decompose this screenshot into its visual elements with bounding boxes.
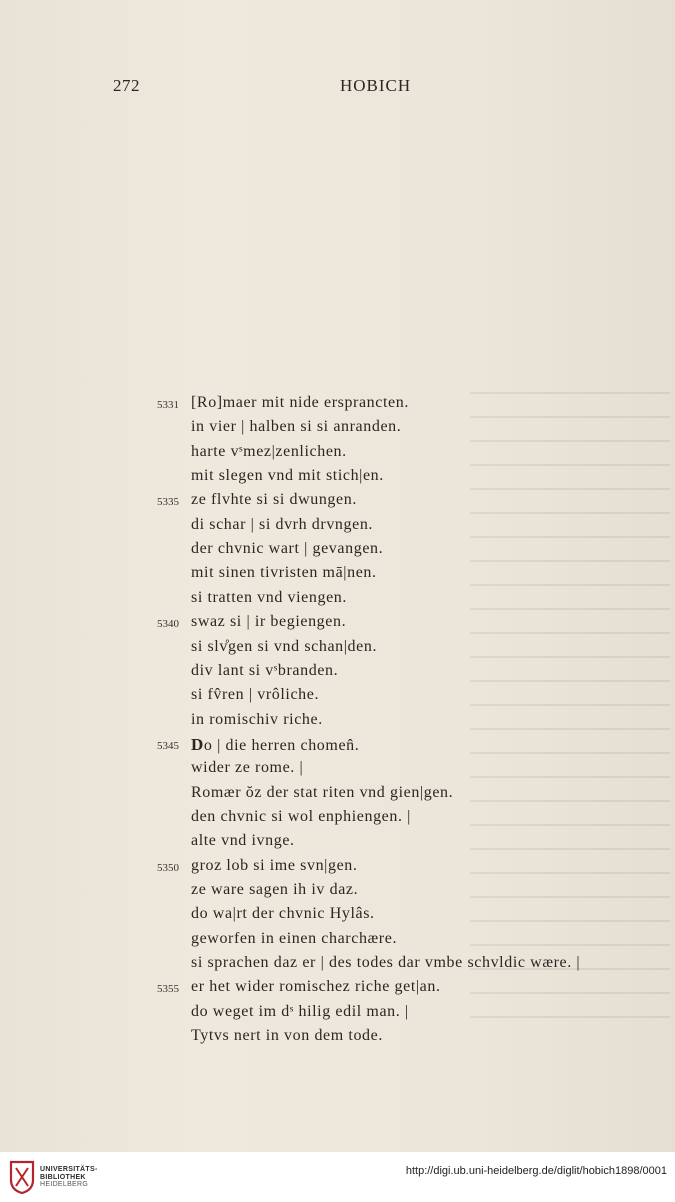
verse-body: groz lob si ime svn|gen. xyxy=(191,856,358,874)
verse-text xyxy=(191,735,359,755)
verse-text xyxy=(191,978,441,996)
line-number: 5345 xyxy=(157,739,179,752)
verse-text xyxy=(191,784,453,802)
verse-line xyxy=(0,808,675,832)
verse-text xyxy=(191,1003,409,1021)
verse-body: in vier | halben si si anranden. xyxy=(191,418,402,436)
university-seal-icon xyxy=(8,1160,36,1194)
library-logo-text xyxy=(40,1166,98,1189)
verse-text xyxy=(191,540,383,558)
verse-text xyxy=(191,711,323,729)
verse-text xyxy=(191,638,377,656)
verse-line xyxy=(0,564,675,588)
verse-text xyxy=(191,564,377,582)
verse-text xyxy=(191,613,346,631)
verse-text xyxy=(191,394,409,412)
verse-body: div lant si vˢbranden. xyxy=(191,661,339,679)
verse-body: mit sinen tivristen mā|nen. xyxy=(191,564,377,582)
logo-line-3: HEIDELBERG xyxy=(40,1181,89,1188)
verse-line xyxy=(0,881,675,905)
verse-text xyxy=(191,662,338,680)
verse-body: do wa|rt der chvnic Hylâs. xyxy=(191,905,375,923)
verse-line xyxy=(0,930,675,954)
verse-body: in romischiv riche. xyxy=(191,710,323,728)
verse-text xyxy=(191,418,401,436)
verse-body: Tytvs nert in von dem tode. xyxy=(191,1027,383,1045)
line-number: 5331 xyxy=(157,399,179,411)
line-number: 5335 xyxy=(157,496,179,509)
verse-text xyxy=(191,589,347,607)
running-title: HOBICH xyxy=(340,76,412,95)
verse-text xyxy=(191,857,357,875)
verse-text xyxy=(191,930,397,948)
verse-line xyxy=(0,443,675,467)
verse-body: di schar | si dvrh drvngen. xyxy=(191,515,374,533)
verse-line xyxy=(0,467,675,491)
verse-text xyxy=(191,905,375,923)
verse-body: alte vnd ivnge. xyxy=(191,832,295,850)
verse-text xyxy=(191,686,319,704)
initial-letter: D xyxy=(191,734,204,754)
verse-text xyxy=(191,759,303,777)
verse-text xyxy=(191,467,384,485)
verse-body: wider ze rome. | xyxy=(191,759,304,777)
verse-line xyxy=(0,418,675,442)
verse-body: Romær ŏz der stat riten vnd gien|gen. xyxy=(191,783,454,801)
verse-text xyxy=(191,1027,383,1045)
verse-line xyxy=(0,491,675,515)
page-number: 272 xyxy=(113,76,140,95)
verse-line xyxy=(0,589,675,613)
verse-body: o | die herren chomen̂. xyxy=(203,736,360,754)
verse-line xyxy=(0,857,675,881)
verse-body: geworfen in einen charchære. xyxy=(191,929,398,947)
verse-body: swaz si | ir begiengen. xyxy=(191,613,347,631)
footer-bar xyxy=(0,1152,675,1202)
verse-body: [Ro]maer mit nide ersprancten. xyxy=(191,394,409,411)
verse-text xyxy=(191,443,347,461)
verse-text xyxy=(191,954,580,972)
verse-body: do weget im dˢ hilig edil man. | xyxy=(191,1002,409,1020)
verse-line xyxy=(0,759,675,783)
verse-body: si sprachen daz er | des todes dar vmbe schvldic wære. | xyxy=(191,954,581,972)
logo-line-1: UNIVERSITÄTS- xyxy=(40,1166,98,1173)
verse-line xyxy=(0,954,675,978)
verse-line xyxy=(0,784,675,808)
verse-body: si fv̂ren | vrôliche. xyxy=(191,686,320,704)
verse-line xyxy=(0,686,675,710)
verse-body: ze flvhte si si dwungen. xyxy=(191,491,357,509)
verse-text xyxy=(191,881,358,899)
verse-text xyxy=(191,832,295,850)
verse-body: er het wider romischez riche get|an. xyxy=(191,978,441,996)
line-number: 5350 xyxy=(157,861,179,874)
verse-text xyxy=(191,491,357,509)
verse-body: harte vˢmez|zenlichen. xyxy=(191,442,347,460)
verse-line xyxy=(0,711,675,735)
verse-body: mit slegen vnd mit stich|en. xyxy=(191,467,384,485)
running-head xyxy=(0,76,675,98)
verse-line xyxy=(0,662,675,686)
verse-line xyxy=(0,540,675,564)
verse-line xyxy=(0,1027,675,1051)
verse-line xyxy=(0,638,675,662)
permalink-url[interactable]: http://digi.ub.uni-heidelberg.de/diglit/hobich1898/0001 xyxy=(405,1165,667,1177)
verse-text xyxy=(191,516,373,534)
verse-line xyxy=(0,978,675,1002)
verse-line xyxy=(0,1003,675,1027)
line-number: 5355 xyxy=(157,983,179,996)
verse-line xyxy=(0,613,675,637)
verse-text xyxy=(191,808,411,826)
verse-line xyxy=(0,394,675,418)
logo-line-2: BIBLIOTHEK xyxy=(40,1173,86,1181)
verse-line xyxy=(0,832,675,856)
verse-line xyxy=(0,735,675,759)
verse-body: si tratten vnd viengen. xyxy=(191,588,347,606)
verse-body: ze ware sagen ih iv daz. xyxy=(191,881,359,898)
verse-body: si slv̊gen si vnd schan|den. xyxy=(191,637,378,655)
verse-body: den chvnic si wol enphiengen. | xyxy=(191,807,411,825)
verse-line xyxy=(0,516,675,540)
verse-line xyxy=(0,905,675,929)
line-number: 5340 xyxy=(157,618,179,631)
verse-body: der chvnic wart | gevangen. xyxy=(191,540,384,558)
